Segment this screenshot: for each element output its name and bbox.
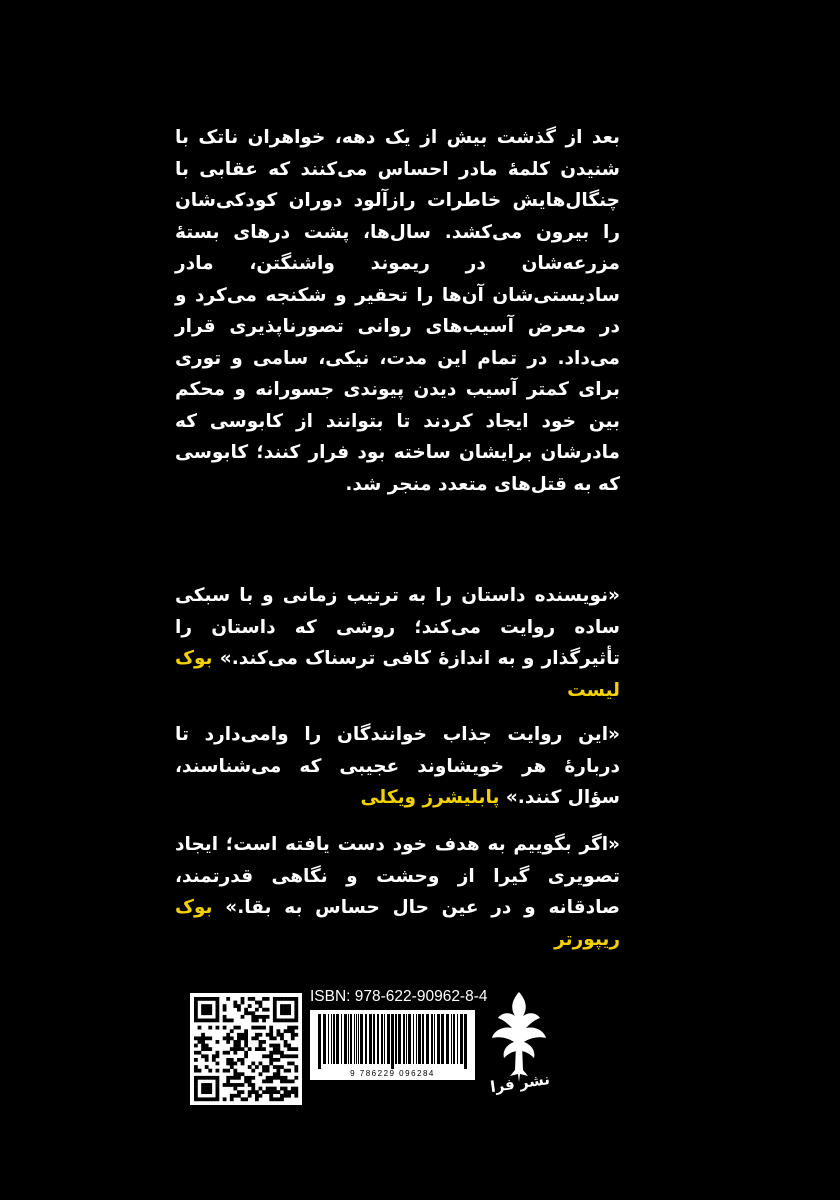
synopsis-text: بعد از گذشت بیش از یک دهه، خواهران ناتک با شنیدن کلمهٔ مادر احساس می‌کنند که عقابی با چنگال‌هایش خاطرات رازآلود دوران کودکی‌شان را بیرون می‌کشد. سال‌ها، پشت درهای بستهٔ مزرعه‌شان در ریموند واشنگتن، مادر سادیستی‌شان آن‌ها را تحقیر و شکنجه می‌کرد و در معرض آسیب‌های روانی تصورناپذیری قرار می‌داد. در تمام این مدت، نیکی، سامی و توری برای کمتر آسیب دیدن پیوندی جسورانه و محکم بین خود ایجاد کردند تا بتوانند از کابوسی که مادرشان برایشان ساخته بود فرار کنند؛ کابوسی که به قتل‌های متعدد منجر شد. — [175, 127, 620, 495]
review-quote — [175, 719, 620, 814]
barcode-number: 9 786229 096284 — [310, 1069, 475, 1079]
publisher-logo-text: نشر فرا — [489, 1069, 551, 1097]
review-quote — [175, 580, 620, 706]
isbn-label: ISBN: 978-622-90962-8-4 — [310, 988, 488, 1005]
quote-text: «این روایت جذاب خوانندگان را وامی‌دارد تا دربارهٔ هر خویشاوند عجیبی که می‌شناسند، سؤال کنند.» — [175, 724, 620, 808]
quote-source: پابلیشرز ویکلی — [360, 787, 500, 808]
barcode-icon — [310, 1010, 475, 1080]
quote-text: «اگر بگوییم به هدف خود دست یافته است؛ ایجاد تصویری گیرا از وحشت و نگاهی قدرتمند، صادقانه و در عین حال حساس به بقا.» — [175, 834, 620, 918]
review-quote — [175, 829, 620, 955]
quote-text: «نویسنده داستان را به ترتیب زمانی و با سبکی ساده روایت می‌کند؛ روشی که داستان را تأثیرگذار و به اندازهٔ کافی ترسناک می‌کند.» — [175, 585, 620, 669]
quote-source: بوک لیست — [175, 648, 620, 701]
quote-source: بوک ریپورتر — [175, 897, 620, 950]
qr-code-icon — [190, 993, 302, 1105]
